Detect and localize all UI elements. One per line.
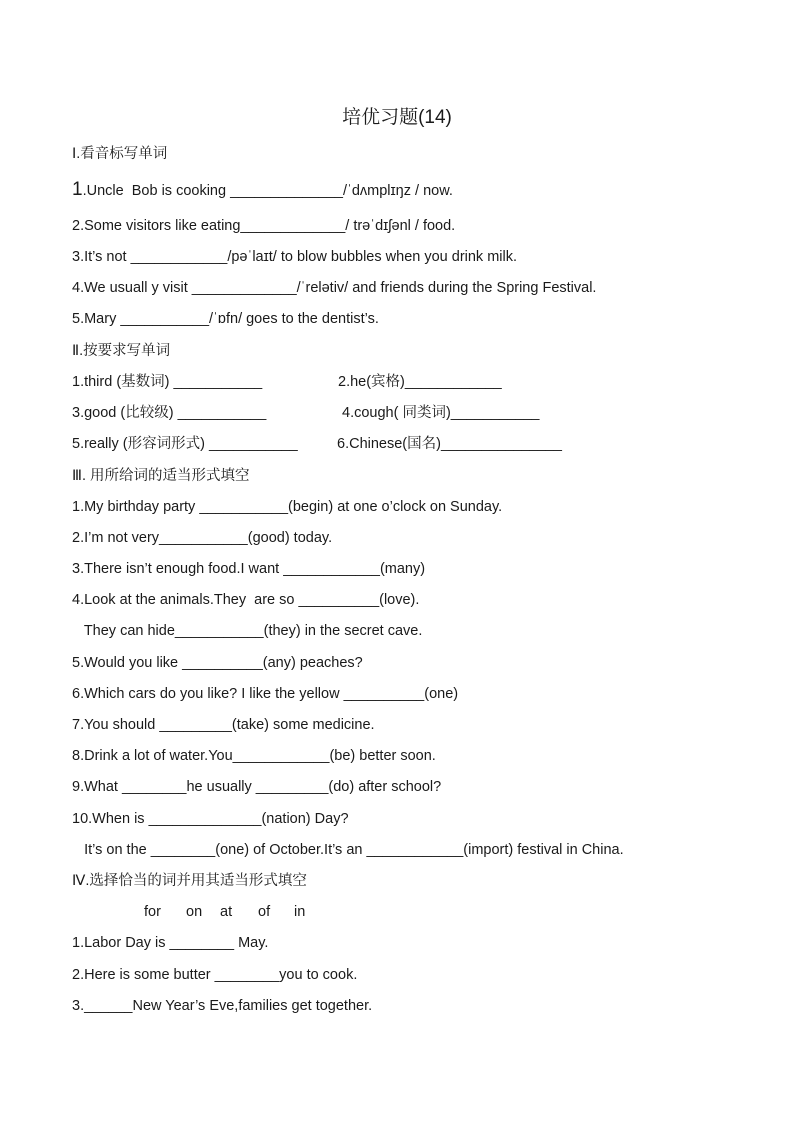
s2-item-3: 3.good (比较级) ___________ xyxy=(72,405,267,421)
s1-question-2: 2.Some visitors like eating_____________/ trəˈdɪʃənl / food. xyxy=(72,218,456,234)
word-bank-item: in xyxy=(294,904,306,920)
s3-item: 8.Drink a lot of water.You____________(be) better soon. xyxy=(72,748,436,764)
s3-item: 5.Would you like __________(any) peaches? xyxy=(72,655,363,671)
s3-item: 10.When is ______________(nation) Day? xyxy=(72,811,349,827)
word-bank-item: at xyxy=(220,904,233,920)
s3-item: 4.Look at the animals.They are so __________(love). xyxy=(72,592,420,608)
s1-question-1-number: 1 xyxy=(72,179,83,200)
word-bank-item: for xyxy=(144,904,161,920)
s2-item-2: 2.he(宾格)____________ xyxy=(338,374,502,390)
s1-question-1-text: .Uncle Bob is cooking ______________/ˈdʌmplɪŋz / now. xyxy=(82,183,453,199)
s2-item-4: 4.cough( 同类词)___________ xyxy=(342,405,540,421)
s3-item: 2.I’m not very___________(good) today. xyxy=(72,530,333,546)
s4-item: 2.Here is some butter ________you to cook. xyxy=(72,967,358,983)
section-4-heading: Ⅳ.选择恰当的词并用其适当形式填空 xyxy=(72,873,307,889)
s3-item: They can hide___________(they) in the secret cave. xyxy=(72,623,423,639)
s3-item: 3.There isn’t enough food.I want ____________(many) xyxy=(72,561,426,577)
s1-question-5: 5.Mary ___________/ˈɒfn/ goes to the dentist’s. xyxy=(72,311,379,327)
s3-item: 6.Which cars do you like? I like the yellow __________(one) xyxy=(72,686,459,702)
section-3-heading: Ⅲ. 用所给词的适当形式填空 xyxy=(72,468,250,484)
word-bank-item: of xyxy=(258,904,271,920)
s3-item: 1.My birthday party ___________(begin) at one o’clock on Sunday. xyxy=(72,499,503,515)
s1-question-4: 4.We usuall y visit _____________/ˈrelətiv/ and friends during the Spring Festival. xyxy=(72,280,597,296)
s4-item: 3.______New Year’s Eve,families get together. xyxy=(72,998,373,1014)
s2-item-1: 1.third (基数词) ___________ xyxy=(72,374,263,390)
page-title: 培优习题(14) xyxy=(342,107,452,128)
section-2-heading: Ⅱ.按要求写单词 xyxy=(72,343,171,359)
s3-item: It’s on the ________(one) of October.It’s an ____________(import) festival in China. xyxy=(72,842,624,858)
s4-item: 1.Labor Day is ________ May. xyxy=(72,935,269,951)
s2-item-5: 5.really (形容词形式) ___________ xyxy=(72,436,298,452)
section-1-heading: Ⅰ.看音标写单词 xyxy=(72,146,168,162)
s3-item: 7.You should _________(take) some medicine. xyxy=(72,717,375,733)
s3-item: 9.What ________he usually _________(do) after school? xyxy=(72,779,442,795)
s2-item-6: 6.Chinese(国名)_______________ xyxy=(337,436,562,452)
s1-question-3: 3.It’s not ____________/pəˈlaɪt/ to blow bubbles when you drink milk. xyxy=(72,249,518,265)
word-bank-item: on xyxy=(186,904,203,920)
s1-question-1 xyxy=(72,180,453,201)
